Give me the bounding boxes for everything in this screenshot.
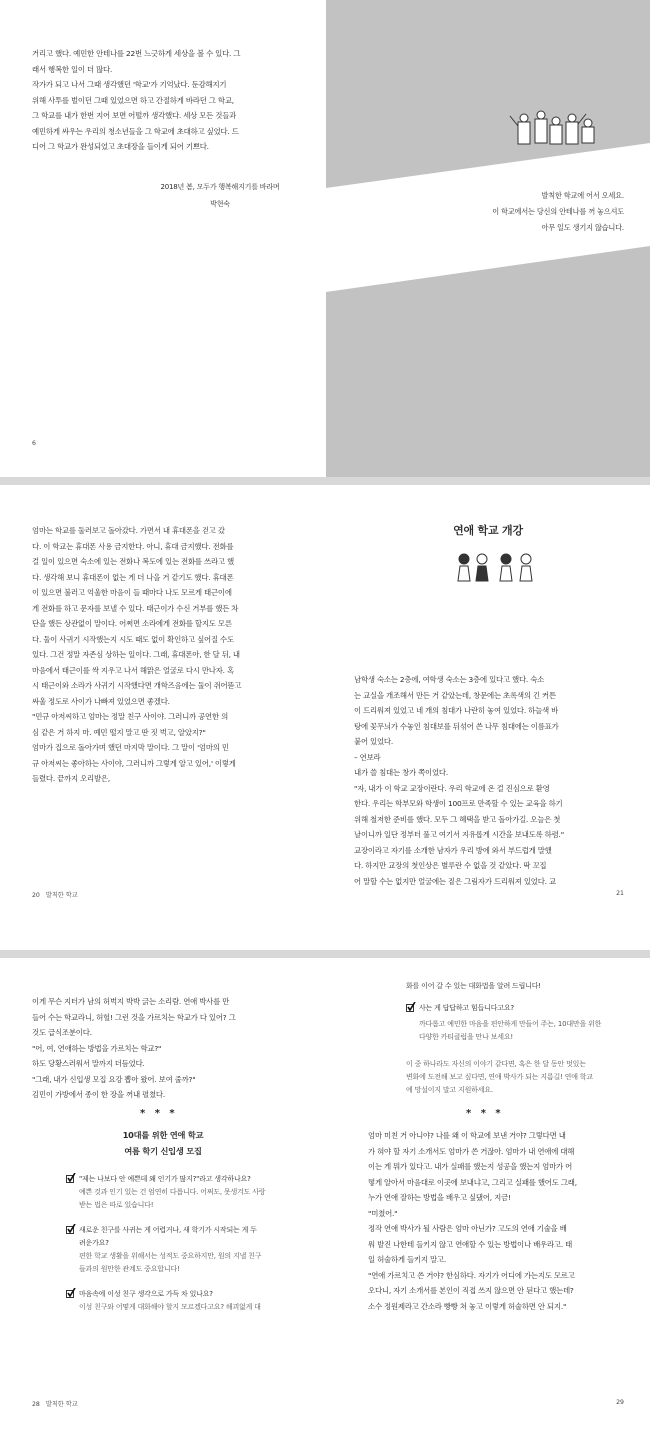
text-line: 다. 생각해 보니 휴대폰이 없는 게 더 나을 거 같기도 했다. 휴대폰	[32, 572, 234, 582]
text-line: 에 망설이지 말고 지원하세요.	[406, 1086, 493, 1094]
text-line: 예민하게 싸우는 우리의 청소년들을 그 학교에 초대하고 싶었다. 드	[32, 126, 239, 136]
text-line: 있다. 그건 정말 자존심 상하는 일이다. 그래, 휴대폰아, 한 달 뒤, 내	[32, 650, 240, 659]
page-29	[326, 958, 650, 1432]
text-line: 는 교실을 개조해서 만든 거 같았는데, 창문에는 초록색의 긴 커튼	[354, 690, 556, 700]
text-line: 소수 정원제라고 간소라 빵빵 쳐 놓고 이렇게 허술하면 안 되지."	[368, 1301, 567, 1311]
text-line: 붙어 있었다.	[354, 737, 393, 746]
text-line: "연애 가르치고 쓴 거야? 한심하다. 자기가 어디에 가는지도 모르고	[368, 1270, 575, 1280]
text-line: 한다. 우리는 학부모와 학생이 100프로 만족할 수 있는 교육을 하기	[354, 799, 563, 808]
text-line: 김민이 가방에서 종이 한 장을 꺼내 펼쳤다.	[32, 1090, 166, 1099]
checkmark-icon	[406, 1002, 416, 1012]
text-line: 다. 둘이 사귀기 시작했는지 시도 때도 없이 확인하고 싶어질 수도	[32, 634, 234, 644]
text-line: 그 학교를 내가 한번 지어 보면 어떨까 생각했다. 세상 모든 것들과	[32, 111, 237, 120]
check-answer: 편한 학교 생활을 위해서는 성적도 중요하지만, 원의 지낼 친구	[79, 1252, 262, 1260]
check-question	[66, 1173, 265, 1186]
text-line: 들렸다. 끝까지 오리발은,	[32, 774, 110, 783]
check-answer	[419, 1018, 601, 1044]
text-line: 발칙한 학교에 어서 오세요.	[541, 191, 624, 200]
question-text: 마음속에 이성 친구 생각으로 가득 차 있나요?	[79, 1290, 213, 1298]
text-line: 시 태근이와 소라가 사귀기 시작했다면 개학즈음에는 둘이 쥐어뜯고	[32, 681, 242, 690]
text-line: "어, 여, 연애하는 방법을 가르치는 학교?"	[32, 1043, 162, 1053]
checkmark-icon	[66, 1173, 76, 1183]
section-break: * * *	[466, 1108, 504, 1119]
text-line: 심 같은 거 하지 마. 예민 떨지 말고 딴 짓 벅고, 알았지?"	[32, 727, 206, 737]
flyer-checklist	[66, 1173, 265, 1326]
text-line: 교장이라고 자기를 소개한 남자가 우리 방에 와서 부드럽게 말했	[354, 845, 552, 855]
running-head: 발칙한 학교	[45, 892, 78, 899]
text-line: 어 말할 수는 없지만 얼굴에는 짙은 그림자가 드리워져 있었다. 교	[354, 876, 556, 886]
text-line: 누가 연애 잘하는 방법을 배우고 싶댔어, 지금!	[368, 1193, 511, 1202]
text-line: 단을 했든 상관없이 말이다. 어쩌면 소라에게 전화를 할지도 모른	[32, 619, 232, 628]
text-line: 일 허술하게 들키지 말고.	[368, 1255, 446, 1264]
text-line: 위해 사투를 벌이던 그때 있었으면 하고 간절하게 바라던 그 학교,	[32, 95, 234, 105]
text-line: 다. 이 학교는 휴대폰 사용 금지한다. 아니, 휴대 금지했다. 전화를	[32, 541, 234, 551]
body-text	[354, 672, 564, 889]
text-line: 이 중 하나라도 자신의 이야기 같다면, 혹은 한 달 동안 멋있는	[406, 1060, 586, 1068]
text-line: 엄마는 학교를 둘러보고 돌아갔다. 가면서 내 휴대폰을 걷고 갔	[32, 526, 225, 535]
text-line: 위해 철저한 준비를 했다. 모두 그 혜택을 받고 돌아가길. 오늘은 첫	[354, 814, 561, 824]
spacer	[66, 1212, 265, 1224]
page-20	[0, 485, 326, 950]
text-line: 다양한 카티클럽을 만나 보세요!	[419, 1033, 513, 1041]
page-number: 28	[32, 1401, 40, 1408]
check-answer: 예쁜 것과 인기 있는 건 엄연히 다릅니다. 어쩌도, 못생겨도 사랑	[79, 1188, 266, 1196]
question-text: 새로운 친구를 사귀는 게 어렵거나, 새 학기가 시작되는 게 두	[79, 1226, 257, 1234]
text-line: "그래, 내가 신입생 모집 요강 뽑아 왔어. 보여 줄까?"	[32, 1074, 196, 1084]
text-line: 걸 일이 있으면 숙소에 있는 전화나 복도에 있는 전화를 쓰라고 했	[32, 557, 234, 566]
text-line: 이게 무슨 지터가 남의 허벅지 박박 긁는 소리람. 연애 박사를 만	[32, 997, 230, 1006]
text-line: 정작 연애 박사가 될 사람은 엄마 아닌가? 고도의 연애 기술을 배	[368, 1224, 567, 1233]
checkmark-icon	[66, 1224, 76, 1234]
text-line: 변화에 도전해 보고 싶다면, 연애 박사가 되는 지름길! 연애 학교	[406, 1073, 593, 1081]
page-number: 21	[616, 890, 624, 897]
page-number: 6	[32, 440, 36, 447]
body-text	[368, 1128, 577, 1314]
signature-name: 박현숙	[210, 200, 230, 208]
text-line: 하도 당황스러워서 말까지 더듬었다.	[32, 1059, 145, 1068]
text-line: 규 아저씨는 좋아하는 사이야, 그러니까 그렇게 알고 있어,' 이렇게	[32, 758, 236, 768]
page-number: 20	[32, 892, 40, 899]
running-head: 발칙한 학교	[45, 1401, 78, 1408]
text-line: 이 있으면 불러고 억울한 마음이 들 때마다 나도 모르게 태근이에	[32, 588, 232, 597]
page-number-footer	[32, 890, 78, 899]
text-line: 남학생 숙소는 2층에, 여학생 숙소는 3층에 있다고 했다. 숙소	[354, 675, 545, 684]
invite-text	[492, 188, 624, 236]
check-answer: 들과의 원만한 관계도 중요합니다!	[79, 1265, 180, 1273]
page-number: 29	[616, 1399, 624, 1406]
gap	[0, 950, 650, 958]
text-line: 이 학교에서는 당신의 안테나를 꺼 놓으셔도	[492, 207, 624, 216]
text-line: 들어 수는 학교라니, 허헐! 그런 것을 가르치는 학교가 다 있어? 그	[32, 1012, 236, 1022]
check-answer: 이성 친구와 어떻게 대화해야 할지 모르겠다고요? 해괴없게 대	[79, 1303, 261, 1311]
check-question	[66, 1224, 265, 1237]
flyer-check-question	[406, 1002, 514, 1015]
question-text: "제는 나보다 안 예쁜데 왜 인기가 많지?"라고 생각하나요?	[79, 1175, 251, 1183]
text-line: "미쳤어."	[368, 1208, 398, 1218]
page-28	[0, 958, 326, 1432]
text-line: 오다니, 자기 소개서를 본인이 직접 쓰지 않으면 안 된다고 했는데?	[368, 1286, 574, 1295]
text-line: 까다롭고 예민한 마음을 편안하게 만들어 주는, 10대만을 위한	[419, 1020, 602, 1028]
text-line: 디어 그 학교가 완성되었고 초대장을 들이게 되어 기쁘다.	[32, 142, 209, 151]
text-line: 엄마가 집으로 돌아가며 했던 마지막 말이다. 그 말이 '엄마의 민	[32, 743, 229, 752]
text-line: 작가가 되고 나서 그때 생각했던 '학교'가 기억났다. 둔감해지기	[32, 80, 227, 89]
section-break: * * *	[140, 1108, 178, 1119]
text-line: 떻게 알아서 마음대로 이곳에 보내냐고, 그리고 실패를 했어도 그래,	[368, 1177, 577, 1187]
text-line: 날이니까 일단 정부터 풀고 여기서 지유롭게 시간을 보내도록 하렴."	[354, 830, 564, 839]
flyer-subtitle: 여름 학기 신입생 모집	[124, 1146, 202, 1156]
check-answer: 받는 법은 따로 있습니다!	[79, 1201, 154, 1209]
text-line: 아무 일도 생기지 않습니다.	[541, 223, 624, 232]
grey-shapes	[326, 0, 650, 477]
text-line: 탕에 꽃무늬가 수놓인 침대보를 뒤섞어 쓴 나무 침대에는 이름표가	[354, 721, 559, 731]
chapter-title: 연애 학교 개강	[453, 524, 523, 537]
page-number-footer	[32, 1399, 78, 1408]
text-line: 것도 급식조분이다.	[32, 1028, 92, 1037]
text-line: "민규 아저씨하고 엄마는 정말 친구 사이야. 그러니까 공연한 의	[32, 712, 229, 721]
text-line: 이 드리워져 있었고 네 개의 침대가 나란히 놓여 있었다. 하늘색 바	[354, 706, 559, 715]
text-line: 이는 게 뭐가 있다고. 내가 실패를 했는지 성공을 했는지 엄마가 어	[368, 1162, 573, 1171]
page-21	[326, 485, 650, 950]
check-question	[66, 1288, 265, 1301]
page-7	[326, 0, 650, 477]
flyer-continued: 화를 이어 갈 수 있는 대화법을 알려 드립니다!	[406, 982, 541, 990]
check-question-cont: 려운가요?	[79, 1239, 109, 1247]
spacer	[66, 1314, 265, 1326]
gap	[0, 477, 650, 485]
text-line: 싸울 정도로 사이가 나빠져 있었으면 좋겠다.	[32, 696, 170, 706]
text-line: 게 전화를 하고 문자를 보낼 수 있다. 태근이가 수신 거부를 했든 차	[32, 603, 239, 613]
body-text	[32, 523, 241, 787]
spread-1	[0, 0, 650, 477]
checkmark-icon	[66, 1288, 76, 1298]
text-line: 내가 쓸 침대는 창가 쪽이었다.	[354, 768, 449, 777]
couples-illustration	[454, 553, 544, 583]
body-text	[32, 46, 240, 155]
text-line: 마음에서 태근이를 싹 지우고 나서 해맑은 얼굴로 다시 만나자. 혹	[32, 665, 234, 675]
page-6	[0, 0, 326, 477]
signature-date: 2018년 봄, 모두가 행복해지기를 바라며	[160, 183, 280, 191]
spread-2	[0, 485, 650, 950]
text-line: 거리고 했다. 예민한 안테나를 22번 느긋하게 세상을 볼 수 있다. 그	[32, 49, 241, 58]
body-text	[32, 994, 236, 1103]
spread-3	[0, 958, 650, 1432]
text-line: 엄마 미친 거 아니야? 나를 왜 이 학교에 보낸 거야? 그렇다면 내	[368, 1131, 566, 1140]
text-line: "자, 내가 이 학교 교장이란다. 우리 학교에 온 걸 진심으로 환영	[354, 783, 550, 793]
text-line: 다. 하지만 교장의 첫인상은 별루란 수 없을 것 같았다. 딱 꼬집	[354, 861, 547, 870]
text-line: 워 발진 나한테 들키지 않고 연애할 수 있는 방법이나 배우라고. 태	[368, 1239, 573, 1249]
text-line: 가 혀야 할 자기 소개서도 엄마가 쓴 거잖아. 엄마가 내 연애에 대해	[368, 1146, 575, 1156]
check-question: 사는 게 답답하고 힘듭니다고요?	[419, 1004, 514, 1012]
text-line: 래서 행복한 일이 더 많다.	[32, 64, 113, 74]
spacer	[66, 1276, 265, 1288]
flyer-title: 10대를 위한 연애 학교	[122, 1130, 204, 1140]
notice-text	[406, 1058, 593, 1097]
text-line: – 연보라	[354, 752, 381, 762]
